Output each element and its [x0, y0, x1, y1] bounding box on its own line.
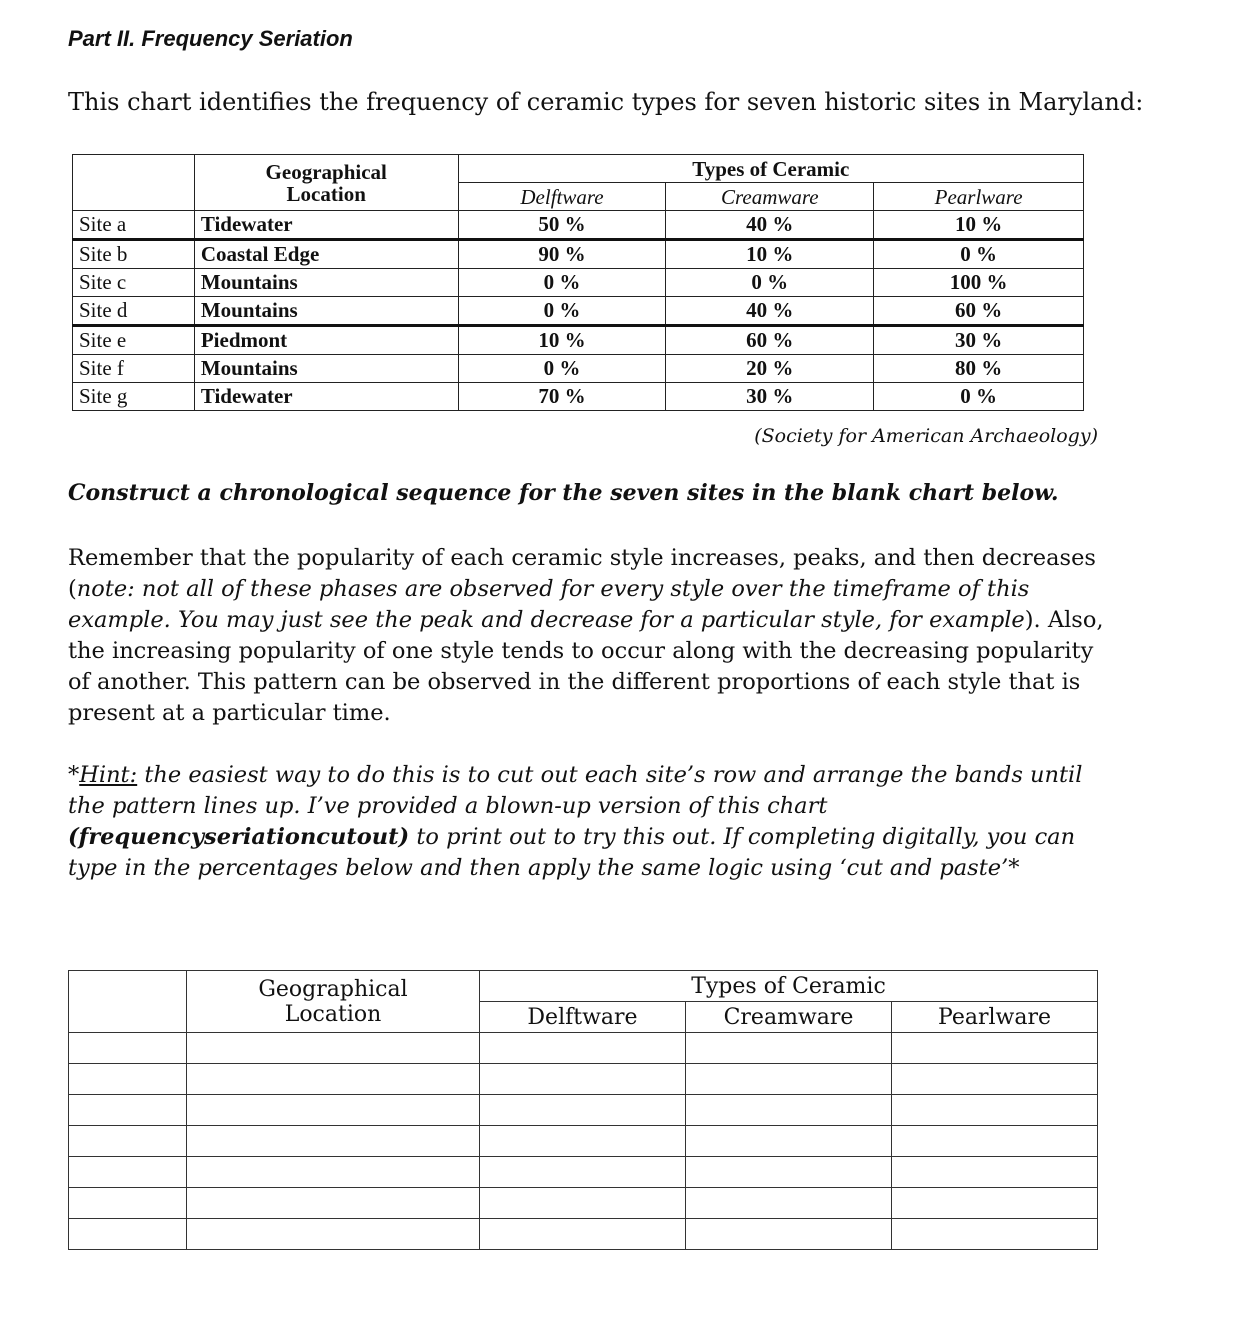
blank-cell[interactable] — [686, 1064, 892, 1095]
site-cell: Site a — [73, 211, 195, 240]
blank-cell[interactable] — [686, 1188, 892, 1219]
geo-header-line2: Location — [284, 1001, 382, 1027]
blank-cell[interactable] — [892, 1033, 1098, 1064]
blank-cell[interactable] — [187, 1126, 480, 1157]
location-cell: Mountains — [194, 297, 458, 326]
table-row — [73, 355, 1084, 383]
site-cell: Site g — [73, 383, 195, 411]
blank-cell[interactable] — [187, 1188, 480, 1219]
blank-cell[interactable] — [187, 1219, 480, 1250]
geo-header-line1: Geographical — [265, 159, 387, 184]
blank-row — [69, 1188, 1098, 1219]
blank-cell[interactable] — [480, 1219, 686, 1250]
location-cell: Coastal Edge — [194, 240, 458, 269]
instruction-text: Construct a chronological sequence for the seven sites in the blank chart below. — [68, 480, 1059, 506]
site-cell: Site d — [73, 297, 195, 326]
hint-paragraph — [68, 760, 1108, 884]
blank-cell[interactable] — [187, 1064, 480, 1095]
col-creamware: Creamware — [666, 183, 874, 211]
blank-cell[interactable] — [892, 1064, 1098, 1095]
table-row — [73, 326, 1084, 355]
delftware-cell: 70 % — [458, 383, 666, 411]
location-cell: Tidewater — [194, 383, 458, 411]
source-citation: (Society for American Archaeology) — [754, 425, 1098, 447]
col-pearlware: Pearlware — [874, 183, 1084, 211]
location-cell: Mountains — [194, 355, 458, 383]
pearlware-cell: 10 % — [874, 211, 1084, 240]
blank-seriation-table — [68, 970, 1098, 1250]
blank-cell[interactable] — [892, 1126, 1098, 1157]
location-cell: Mountains — [194, 269, 458, 297]
blank-cell[interactable] — [480, 1095, 686, 1126]
blank-cell[interactable] — [480, 1033, 686, 1064]
delftware-cell: 0 % — [458, 355, 666, 383]
table-row — [73, 240, 1084, 269]
table-row — [73, 383, 1084, 411]
blank-cell[interactable] — [686, 1126, 892, 1157]
hint-asterisk: * — [68, 762, 80, 788]
blank-row — [69, 1126, 1098, 1157]
types-header: Types of Ceramic — [458, 155, 1083, 183]
creamware-cell: 20 % — [666, 355, 874, 383]
col-delftware: Delftware — [480, 1002, 686, 1033]
blank-cell[interactable] — [187, 1095, 480, 1126]
delftware-cell: 0 % — [458, 297, 666, 326]
blank-cell[interactable] — [69, 1095, 187, 1126]
blank-cell[interactable] — [69, 1157, 187, 1188]
blank-cell[interactable] — [69, 1219, 187, 1250]
location-cell: Tidewater — [194, 211, 458, 240]
location-cell: Piedmont — [194, 326, 458, 355]
blank-cell[interactable] — [686, 1033, 892, 1064]
creamware-cell: 30 % — [666, 383, 874, 411]
blank-cell[interactable] — [69, 1126, 187, 1157]
creamware-cell: 40 % — [666, 297, 874, 326]
creamware-cell: 40 % — [666, 211, 874, 240]
blank-cell[interactable] — [686, 1095, 892, 1126]
geo-header-line1: Geographical — [258, 976, 408, 1002]
blank-cell[interactable] — [187, 1033, 480, 1064]
hint-filename: (frequencyseriationcutout) — [68, 824, 410, 850]
col-delftware: Delftware — [458, 183, 666, 211]
pearlware-cell: 60 % — [874, 297, 1084, 326]
blank-cell[interactable] — [892, 1095, 1098, 1126]
delftware-cell: 10 % — [458, 326, 666, 355]
blank-cell[interactable] — [686, 1219, 892, 1250]
geo-header-line2: Location — [286, 181, 366, 206]
blank-row — [69, 1219, 1098, 1250]
hint-text-2: to print out to try this out. If completing digitally, you can type in the percentages below and then apply the same logic using ‘cut and paste’* — [68, 824, 1076, 881]
intro-text: This chart identifies the frequency of ceramic types for seven historic sites in Maryland: — [68, 88, 1144, 116]
table-row — [73, 269, 1084, 297]
paragraph-note: note: not all of these phases are observed for every style over the timeframe of this example. You may just see the peak and decrease for a particular style, for example — [68, 576, 1030, 633]
delftware-cell: 0 % — [458, 269, 666, 297]
blank-row — [69, 1064, 1098, 1095]
blank-row — [69, 1095, 1098, 1126]
blank-cell[interactable] — [69, 1033, 187, 1064]
pearlware-cell: 0 % — [874, 240, 1084, 269]
site-cell: Site f — [73, 355, 195, 383]
delftware-cell: 50 % — [458, 211, 666, 240]
blank-cell[interactable] — [892, 1188, 1098, 1219]
delftware-cell: 90 % — [458, 240, 666, 269]
header-blank-cell — [69, 971, 187, 1033]
site-cell: Site b — [73, 240, 195, 269]
table-row — [73, 211, 1084, 240]
geo-location-header — [194, 155, 458, 211]
blank-cell[interactable] — [69, 1064, 187, 1095]
blank-cell[interactable] — [480, 1188, 686, 1219]
blank-cell[interactable] — [686, 1157, 892, 1188]
hint-text-1: the easiest way to do this is to cut out each site’s row and arrange the bands until the pattern lines up. I’ve provided a blown-up version of this chart — [68, 762, 1083, 819]
types-header: Types of Ceramic — [480, 971, 1098, 1002]
col-creamware: Creamware — [686, 1002, 892, 1033]
paragraph-text-2: ). Also, the increasing popularity of one style tends to occur along with the decreasing popularity of another. This pattern can be observed in the different proportions of each style that is present at a particular time. — [68, 607, 1104, 726]
pearlware-cell: 0 % — [874, 383, 1084, 411]
creamware-cell: 0 % — [666, 269, 874, 297]
paragraph-text-1: Remember that the popularity of each ceramic style increases, peaks, and then decreases ( — [68, 545, 1096, 602]
creamware-cell: 60 % — [666, 326, 874, 355]
creamware-cell: 10 % — [666, 240, 874, 269]
blank-cell[interactable] — [892, 1157, 1098, 1188]
blank-cell[interactable] — [480, 1126, 686, 1157]
site-cell: Site e — [73, 326, 195, 355]
geo-location-header — [187, 971, 480, 1033]
frequency-table — [72, 154, 1084, 411]
explanation-paragraph — [68, 543, 1108, 729]
blank-cell[interactable] — [480, 1157, 686, 1188]
col-pearlware: Pearlware — [892, 1002, 1098, 1033]
blank-cell[interactable] — [892, 1219, 1098, 1250]
header-blank-cell — [73, 155, 195, 211]
pearlware-cell: 80 % — [874, 355, 1084, 383]
pearlware-cell: 30 % — [874, 326, 1084, 355]
site-cell: Site c — [73, 269, 195, 297]
section-heading: Part II. Frequency Seriation — [68, 26, 353, 51]
blank-row — [69, 1033, 1098, 1064]
hint-label: Hint: — [79, 762, 138, 788]
pearlware-cell: 100 % — [874, 269, 1084, 297]
blank-row — [69, 1157, 1098, 1188]
table-row — [73, 297, 1084, 326]
blank-cell[interactable] — [187, 1157, 480, 1188]
blank-cell[interactable] — [480, 1064, 686, 1095]
blank-cell[interactable] — [69, 1188, 187, 1219]
